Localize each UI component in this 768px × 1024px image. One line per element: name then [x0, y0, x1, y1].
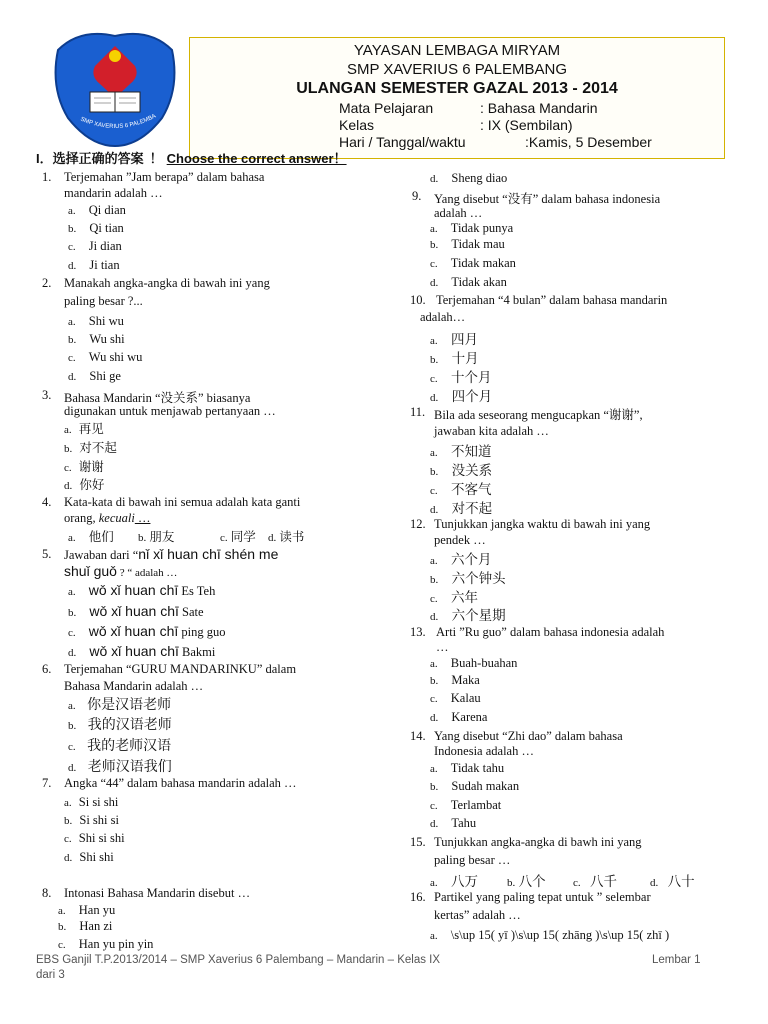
q9-text: Yang disebut “没有” dalam bahasa indonesia — [434, 192, 661, 206]
q1-number: 1. — [42, 170, 52, 184]
q13-option-d[interactable]: d. Karena — [430, 710, 488, 724]
q4-option-d[interactable]: d. 读书 — [268, 530, 305, 544]
q1-option-d[interactable]: d. Ji tian — [68, 258, 120, 272]
q8-option-b[interactable]: b. Han zi — [58, 919, 113, 933]
q3-text: Bahasa Mandarin “没关系” biasanya — [64, 391, 251, 405]
q5-number: 5. — [42, 547, 52, 561]
q4-option-b[interactable]: b. 朋友 — [138, 530, 175, 544]
q13-option-b[interactable]: b. Maka — [430, 673, 480, 687]
q10-option-a[interactable]: a. 四月 — [430, 332, 479, 347]
q9-option-c[interactable]: c. Tidak makan — [430, 256, 516, 270]
q10-option-c[interactable]: c. 十个月 — [430, 370, 492, 385]
q16-text: Partikel yang paling tepat untuk ” selembar — [434, 890, 651, 904]
q2-option-c[interactable]: c. Wu shi wu — [68, 350, 143, 364]
q10-text: Terjemahan “4 bulan” dalam bahasa mandarin — [436, 293, 668, 307]
q3-option-a[interactable]: a. 再见 — [64, 422, 104, 436]
footer-page: Lembar 1 — [652, 954, 701, 966]
q1-option-a[interactable]: a. Qi dian — [68, 203, 126, 217]
q11-text: Bila ada seseorang mengucapkan “谢谢”, — [434, 408, 643, 422]
q9-option-a[interactable]: a. Tidak punya — [430, 221, 514, 235]
q14-option-c[interactable]: c. Terlambat — [430, 798, 502, 812]
q12-text: Tunjukkan jangka waktu di bawah ini yang — [434, 517, 651, 531]
q7-option-d[interactable]: d. Shi shi — [64, 850, 114, 864]
q7-option-b[interactable]: b. Si shi si — [64, 813, 119, 827]
info-value-subject: : Bahasa Mandarin — [480, 100, 598, 116]
q12-option-a[interactable]: a. 六个月 — [430, 552, 492, 567]
q8-text: Intonasi Bahasa Mandarin disebut … — [64, 886, 251, 900]
q6-option-a[interactable]: a. 你是汉语老师 — [68, 698, 172, 713]
q10-number: 10. — [410, 293, 426, 307]
q15-option-d[interactable]: d. 八十 — [650, 874, 695, 889]
q14-number: 14. — [410, 729, 426, 743]
q2-option-a[interactable]: a. Shi wu — [68, 314, 124, 328]
q15-option-b[interactable]: b. 八个 — [507, 874, 546, 889]
q11-option-b[interactable]: b. 没关系 — [430, 463, 493, 478]
q7-number: 7. — [42, 776, 52, 790]
q2-text: Manakah angka-angka di bawah ini yang — [64, 276, 270, 290]
q4-text: Kata-kata di bawah ini semua adalah kata ganti — [64, 495, 301, 509]
info-value-date: :Kamis, 5 Desember — [525, 134, 652, 150]
q13-option-a[interactable]: a. Buah-buahan — [430, 656, 518, 670]
q1-text: Terjemahan ”Jam berapa” dalam bahasa — [64, 170, 265, 184]
q9-text-2: adalah … — [434, 206, 483, 220]
q7-text: Angka “44” dalam bahasa mandarin adalah … — [64, 776, 297, 790]
q16-number: 16. — [410, 890, 426, 904]
q7-option-a[interactable]: a. Si si shi — [64, 795, 119, 809]
q4-option-a[interactable]: a. 他们 — [68, 530, 114, 544]
q8-option-c[interactable]: c. Han yu pin yin — [58, 937, 154, 951]
q4-option-c[interactable]: c. 同学 — [220, 530, 256, 544]
footer-text: EBS Ganjil T.P.2013/2014 – SMP Xaverius 6 Palembang – Mandarin – Kelas IX — [36, 954, 441, 966]
foundation-name: YAYASAN LEMBAGA MIRYAM — [353, 42, 561, 59]
q12-option-b[interactable]: b. 六个钟头 — [430, 571, 506, 586]
q13-option-c[interactable]: c. Kalau — [430, 691, 481, 705]
q5-text: Jawaban dari “nǐ xǐ huan chī shén me — [64, 546, 279, 562]
q1-option-c[interactable]: c. Ji dian — [68, 239, 122, 253]
q5-option-c[interactable]: c. wǒ xǐ huan chī ping guo — [68, 623, 226, 639]
q5-option-d[interactable]: d. wǒ xǐ huan chī Bakmi — [68, 643, 216, 659]
q3-option-d[interactable]: d. 你好 — [64, 478, 105, 492]
q16-option-a[interactable]: a. \s\up 15( yī )\s\up 15( zhāng )\s\up 15( zhī ) — [430, 928, 670, 942]
footer-page-total: dari 3 — [36, 969, 65, 981]
q14-option-b[interactable]: b. Sudah makan — [430, 779, 520, 793]
q2-option-d[interactable]: d. Shi ge — [68, 369, 121, 383]
section-heading: I．选择正确的答案 ！ Choose the correct answer！ — [36, 151, 347, 166]
info-label-date: Hari / Tanggal/waktu — [339, 134, 466, 150]
q14-option-d[interactable]: d. Tahu — [430, 816, 477, 830]
q15-text: Tunjukkan angka-angka di bawh ini yang — [434, 835, 642, 849]
q2-text-2: paling besar ?... — [64, 294, 143, 308]
q4-text-2: orang, kecuali … — [64, 511, 151, 525]
q15-text-2: paling besar … — [434, 853, 511, 867]
q5-option-a[interactable]: a. wǒ xǐ huan chī Es Teh — [68, 582, 216, 598]
q3-option-c[interactable]: c. 谢谢 — [64, 460, 104, 474]
exam-title: ULANGAN SEMESTER GAZAL 2013 - 2014 — [296, 80, 618, 97]
q2-option-b[interactable]: b. Wu shi — [68, 332, 125, 346]
q15-number: 15. — [410, 835, 426, 849]
q14-text: Yang disebut “Zhi dao” dalam bahasa — [434, 729, 623, 743]
q8-number: 8. — [42, 886, 52, 900]
q14-text-2: Indonesia adalah … — [434, 744, 534, 758]
q6-option-b[interactable]: b. 我的汉语老师 — [68, 718, 172, 733]
q16-text-2: kertas” adalah … — [434, 908, 521, 922]
q7-option-c[interactable]: c. Shi si shi — [64, 831, 125, 845]
svg-text:SMP XAVERIUS 6 PALEMBANG: SMP XAVERIUS 6 PALEMBA — [79, 113, 158, 131]
q12-option-d[interactable]: d. 六个星期 — [430, 608, 506, 623]
q11-text-2: jawaban kita adalah … — [434, 424, 549, 438]
q6-text-2: Bahasa Mandarin adalah … — [64, 679, 204, 693]
q9-option-b[interactable]: b. Tidak mau — [430, 237, 505, 251]
q15-option-a[interactable]: a. 八万 — [430, 874, 479, 889]
q14-option-a[interactable]: a. Tidak tahu — [430, 761, 505, 775]
q13-text: Arti ”Ru guo” dalam bahasa indonesia adalah — [436, 625, 665, 639]
q11-option-a[interactable]: a. 不知道 — [430, 444, 492, 459]
q9-option-d[interactable]: d. Tidak akan — [430, 275, 507, 289]
info-value-class: : IX (Sembilan) — [480, 117, 573, 133]
q10-option-b[interactable]: b. 十月 — [430, 351, 479, 366]
q12-text-2: pendek … — [434, 533, 486, 547]
q2-number: 2. — [42, 276, 52, 290]
q11-number: 11. — [410, 405, 426, 419]
q13-number: 13. — [410, 625, 426, 639]
q3-option-b[interactable]: b. 对不起 — [64, 441, 117, 455]
q6-text: Terjemahan “GURU MANDARINKU” dalam — [64, 662, 297, 676]
header-box — [189, 37, 725, 159]
q12-option-c[interactable]: c. 六年 — [430, 590, 479, 605]
q5-text-2: shuǐ guǒ ? “ adalah … — [64, 563, 178, 579]
q8-option-d[interactable]: d. Sheng diao — [430, 171, 508, 185]
q4-number: 4. — [42, 495, 52, 509]
q3-text-2: digunakan untuk menjawab pertanyaan … — [64, 404, 276, 418]
q6-option-c[interactable]: c. 我的老师汉语 — [68, 739, 172, 754]
q5-option-b[interactable]: b. wǒ xǐ huan chī Sate — [68, 603, 204, 619]
q15-option-c[interactable]: c. 八千 — [573, 874, 618, 889]
q11-option-d[interactable]: d. 对不起 — [430, 501, 493, 516]
info-label-class: Kelas — [339, 117, 375, 133]
q1-text-2: mandarin adalah … — [64, 186, 163, 200]
q10-option-d[interactable]: d. 四个月 — [430, 389, 493, 404]
school-name: SMP XAVERIUS 6 PALEMBANG — [346, 61, 568, 78]
q10-text-2: adalah… — [420, 310, 466, 324]
q3-number: 3. — [42, 388, 52, 402]
info-label-subject: Mata Pelajaran — [339, 100, 434, 116]
q13-text-2: … — [436, 640, 449, 654]
q8-option-a[interactable]: a. Han yu — [58, 903, 116, 917]
q6-option-d[interactable]: d. 老师汉语我们 — [68, 760, 172, 775]
q6-number: 6. — [42, 662, 52, 676]
q1-option-b[interactable]: b. Qi tian — [68, 221, 124, 235]
school-logo — [50, 28, 180, 153]
q12-number: 12. — [410, 517, 426, 531]
q11-option-c[interactable]: c. 不客气 — [430, 482, 492, 497]
q9-number: 9. — [412, 189, 422, 203]
